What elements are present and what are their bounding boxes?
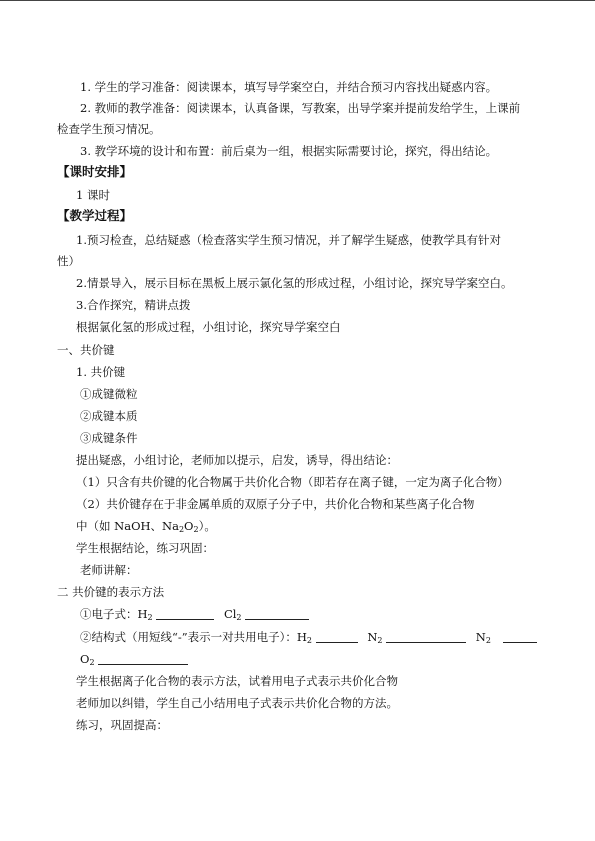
process-step-1-line1: 1.预习检查，总结疑惑（检查落实学生预习情况，并了解学生疑惑，使教学具有针对 [76,233,501,247]
page-top-rule [0,0,595,1]
student-practice: 学生根据离子化合物的表示方法，试着用电子式表示共价化合物 [76,674,398,688]
discussion-prompt: 提出疑惑，小组讨论，老师加以提示，启发，诱导，得出结论： [76,453,398,467]
conclusion-1: （1）只含有共价键的化合物属于共价化合物（即若存在离子键，一定为离子化合物） [76,475,509,489]
prep-item-3: 3. 教学环境的设计和布置：前后桌为一组，根据实际需要讨论，探究，得出结论。 [80,144,498,158]
prep-item-2-line1: 2. 教师的教学准备：阅读课本，认真备课，写教案，出导学案并提前发给学生，上课前 [80,101,521,115]
section-2-title: 二 共价键的表示方法 [57,585,165,599]
process-heading: 【教学过程】 [57,208,133,223]
electron-formula-line: ①电子式：$H_2$ $Cl_2$ [80,607,309,621]
practice-prompt: 学生根据结论，练习巩固： [76,541,214,555]
process-intro: 根据氯化氢的形成过程，小组讨论，探究导学案空白 [76,320,341,334]
conclusion-2: （2）共价键存在于非金属单质的双原子分子中，共价化合物和某些离子化合物 [76,497,475,511]
n2-structure-blank-2[interactable] [503,632,537,643]
schedule-heading: 【课时安排】 [57,164,133,179]
h2-electron-blank[interactable] [156,609,214,620]
bond-condition: ③成键条件 [80,431,138,445]
section-1-title: 一、共价键 [57,343,115,357]
schedule-value: 1 课时 [76,188,110,202]
conclusion-2-continued: 中（如 NaOH、$Na_2O_2$）。 [76,519,216,534]
bond-essence: ②成键本质 [80,409,138,423]
prep-item-1: 1. 学生的学习准备：阅读课本，填写导学案空白，并结合预习内容找出疑惑内容。 [80,80,498,94]
h2-structure-blank[interactable] [316,632,358,643]
n2-structure-blank-1[interactable] [386,632,466,643]
structural-formula-line: ②结构式（用短线“-”表示一对共用电子）：$H_2$ $N_2$ $N_2$ [80,630,537,644]
process-step-2: 2.情景导入，展示目标在黑板上展示氯化氢的形成过程，小组讨论，探究导学案空白。 [76,276,513,290]
bond-particle: ①成键微粒 [80,387,138,401]
teacher-correction: 老师加以纠错，学生自己小结用电子式表示共价化合物的方法。 [76,696,398,710]
o2-line: $O_2$ [80,652,188,666]
process-step-3: 3.合作探究，精讲点拨 [76,298,191,312]
prep-item-2-line2: 检查学生预习情况。 [57,122,161,136]
cl2-electron-blank[interactable] [245,609,309,620]
process-step-1-line2: 性） [57,254,80,268]
teacher-explanation: 老师讲解： [80,563,138,577]
exercise-prompt: 练习，巩固提高： [76,718,168,732]
section-1-subtitle: 1. 共价键 [76,365,126,379]
o2-blank[interactable] [98,654,188,665]
